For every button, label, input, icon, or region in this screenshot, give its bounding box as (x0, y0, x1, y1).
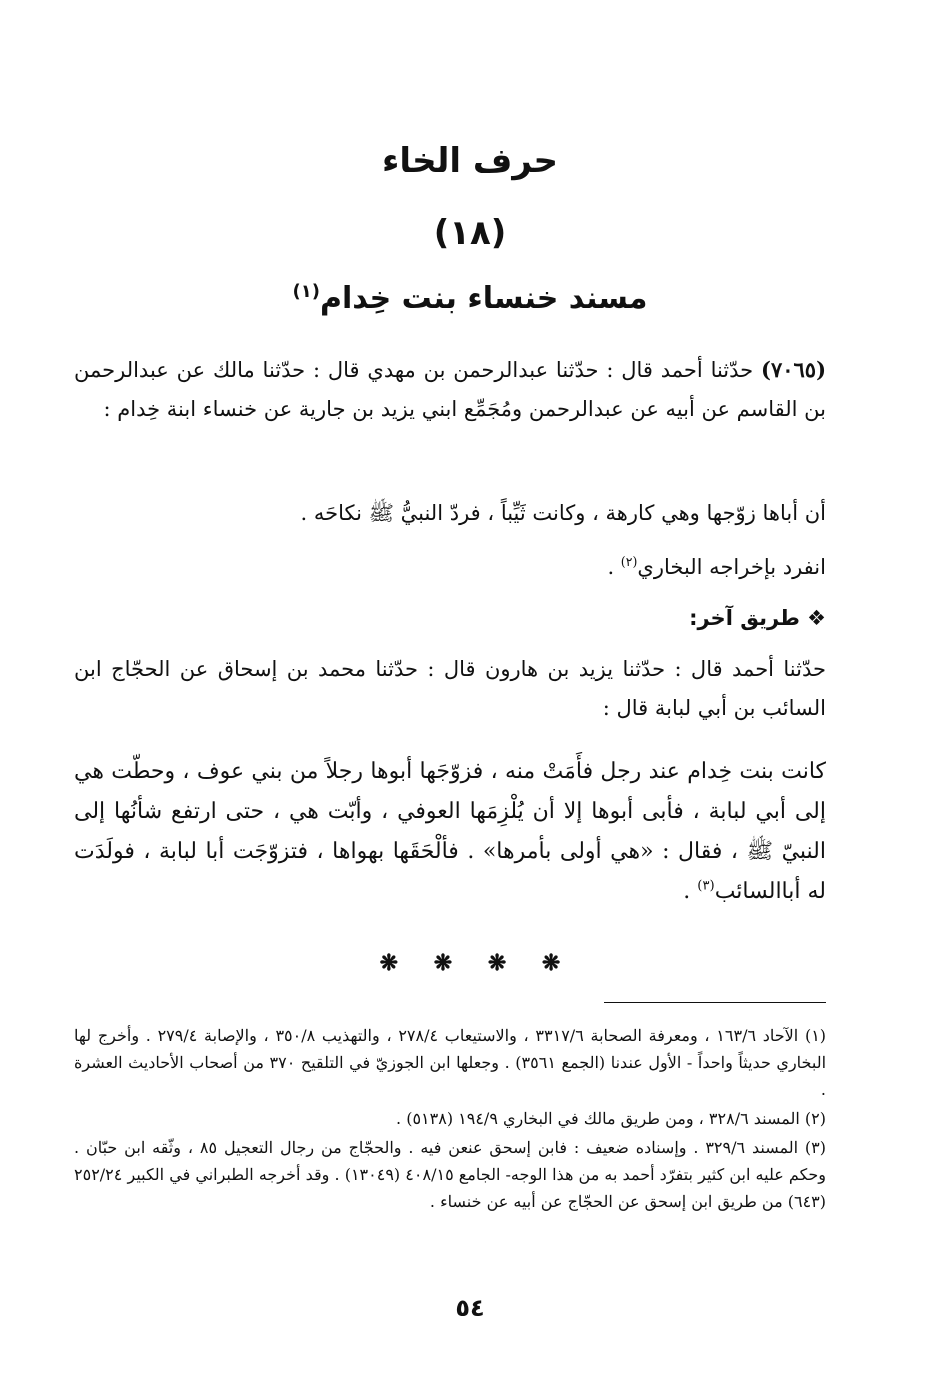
footnote-1: (١) الآحاد ١٦٣/٦ ، ومعرفة الصحابة ٣٣١٧/٦ ، والاستيعاب ٢٧٨/٤ ، والتهذيب ٣٥٠/٨ ، والإصابة ٢٧٩/٤ . وأخرج لها البخاري حديثاً واحداً - الأول عندنا (الجمع ٣٥٦١) . وجعلها ابن الجوزيّ في التلقيح ٣٧٠ من أصحاب الأحاديث العشرة . (74, 1026, 827, 1099)
footnote-2: (٢) المسند ٣٢٨/٦ ، ومن طريق مالك في البخاري ١٩٤/٩ (٥١٣٨) . (396, 1109, 826, 1128)
hadith-note-text: انفرد بإخراجه البخاري (637, 555, 826, 579)
hadith-isnad (74, 350, 826, 429)
other-route-matn-end: . (683, 879, 698, 904)
other-route-matn (74, 752, 826, 912)
hadith-isnad-text: حدّثنا أحمد قال : حدّثنا عبدالرحمن بن مهدي قال : حدّثنا مالك عن عبدالرحمن بن القاسم عن أبيه عن عبدالرحمن ومُجَمِّع ابني يزيد بن جارية عن خنساء ابنة خِدام : (74, 358, 826, 421)
other-route-matn-text: كانت بنت خِدام عند رجل فأَمَتْ منه ، فزوّجَها أبوها رجلاً من بني عوف ، وحطّت هي إلى أبي لبابة ، فأبى أبوها إلا أن يُلْزِمَها العوفي ، وأبّت هي ، حتى ارتفع شأنُها إلى النبيّ ﷺ ، فقال : «هي أولى بأمرها» . فألْحَقَها بهواها ، فتزوّجَت أبا لبابة ، فولَدَت له أباالسائب (74, 759, 826, 904)
chapter-title-text: مسند خنساء بنت خِدام (319, 281, 648, 316)
chapter-title-footnote-ref: (١) (292, 281, 320, 302)
hadith-note-end: . (607, 555, 621, 579)
section-heading: حرف الخاء (381, 141, 559, 181)
hadith-matn: أن أباها زوّجها وهي كارهة ، وكانت ثَيِّباً ، فردّ النبيُّ ﷺ نكاحَه . (300, 501, 826, 525)
hadith-number: (٧٠٦٥) (761, 357, 826, 382)
other-route-heading: ❖ طريق آخر: (689, 606, 826, 630)
hadith-note-ref: (٢) (620, 554, 638, 569)
chapter-number: (١٨) (433, 213, 507, 253)
chapter-title (0, 276, 940, 322)
footnotes (74, 1022, 826, 1217)
hadith-note (136, 548, 826, 587)
page-number: ٥٤ (455, 1294, 485, 1322)
footnote-divider (604, 1002, 826, 1003)
other-route-isnad: حدّثنا أحمد قال : حدّثنا يزيد بن هارون قال : حدّثنا محمد بن إسحاق عن الحجّاج ابن السائب بن أبي لبابة قال : (74, 657, 826, 720)
other-route-matn-ref: (٣) (697, 878, 715, 894)
footnote-3: (٣) المسند ٣٢٩/٦ . وإسناده ضعيف : فابن إسحق عنعن فيه . والحجّاج من رجال التعجيل ٨٥ ، وثّقه ابن حبّان . وحكم عليه ابن كثير بتفرّد أحمد به من هذا الوجه- الجامع ٤٠٨/١٥ (١٣٠٤٩) . وقد أخرجه الطبراني في الكبير ٢٥٢/٢٤ (٦٤٣) من طريق ابن إسحق عن الحجّاج عن أبيه عن خنساء . (74, 1138, 827, 1211)
section-separator: ❋ ❋ ❋ ❋ (379, 950, 561, 976)
